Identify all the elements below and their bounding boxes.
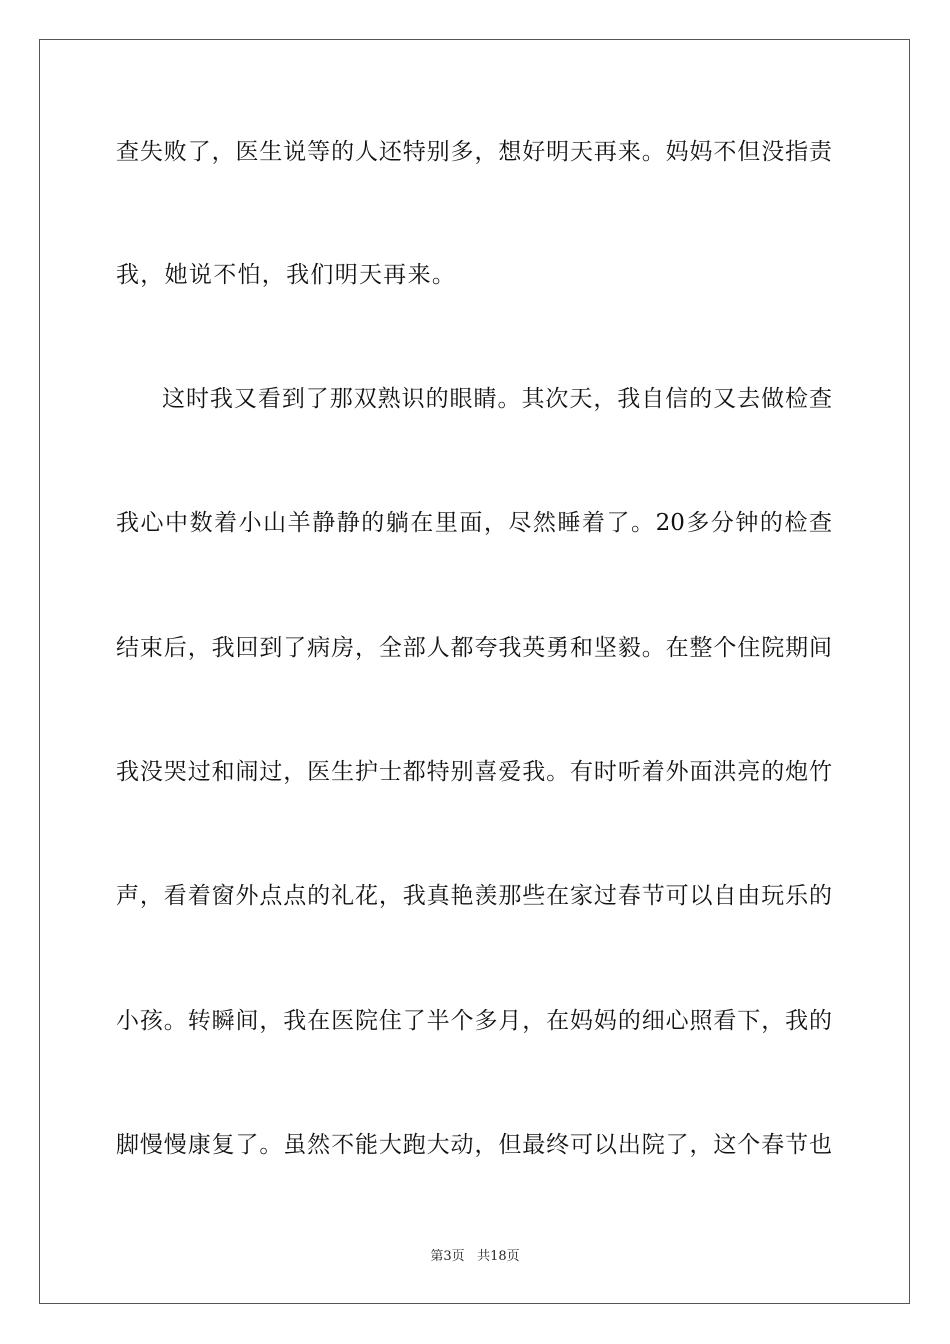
page-total: 共18页 bbox=[477, 1249, 520, 1264]
paragraph-line-8: 小孩。转瞬间，我在医院住了半个多月，在妈妈的细心照看下，我的 bbox=[116, 1008, 832, 1034]
paragraph-line-4: 我心中数着小山羊静静的躺在里面，尽然睡着了。20多分钟的检查 bbox=[116, 510, 832, 536]
paragraph-line-3: 这时我又看到了那双熟识的眼睛。其次天，我自信的又去做检查 bbox=[162, 386, 832, 412]
paragraph-line-6: 我没哭过和闹过，医生护士都特别喜爱我。有时听着外面洪亮的炮竹 bbox=[116, 759, 832, 785]
page-number: 第3页 bbox=[430, 1249, 465, 1264]
paragraph-line-1: 查失败了，医生说等的人还特别多，想好明天再来。妈妈不但没指责 bbox=[116, 139, 832, 165]
paragraph-line-5: 结束后，我回到了病房，全部人都夸我英勇和坚毅。在整个住院期间 bbox=[116, 635, 832, 661]
paragraph-line-7: 声，看着窗外点点的礼花，我真艳羡那些在家过春节可以自由玩乐的 bbox=[116, 883, 832, 909]
page-border bbox=[39, 39, 910, 1304]
paragraph-line-2: 我，她说不怕，我们明天再来。 bbox=[116, 262, 457, 288]
paragraph-line-9: 脚慢慢康复了。虽然不能大跑大动，但最终可以出院了，这个春节也 bbox=[116, 1132, 832, 1158]
page-footer bbox=[0, 1248, 950, 1266]
